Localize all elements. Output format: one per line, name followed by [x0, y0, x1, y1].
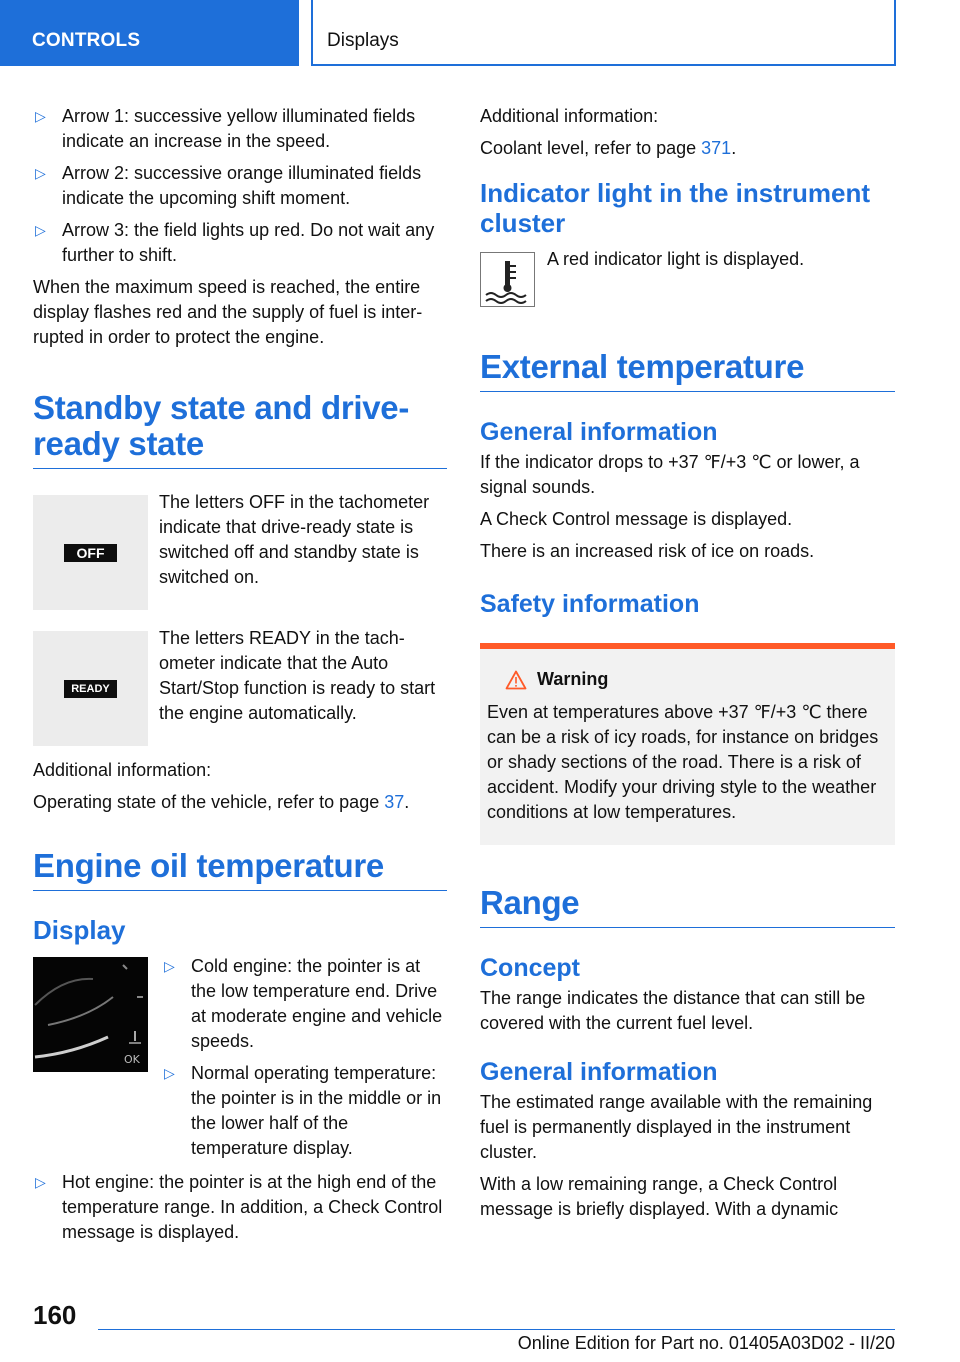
off-label-badge: OFF — [64, 544, 117, 562]
warning-text: Even at temperatures above +37 ℉/+3 ℃ there can be a risk of icy roads, for instance on bridges or shady sections of the road. There is a risk of accident. Modify your driving style to the weather conditions at low temperatures. — [487, 702, 879, 822]
header-chapter-tab — [311, 0, 896, 66]
off-figure-row — [33, 492, 447, 610]
arrow-2-item: ▷ Arrow 2: successive orange illuminated fields indicate the upcoming shift moment. — [35, 163, 422, 208]
page-371-link[interactable]: 371 — [701, 138, 732, 158]
page-number: 160 — [33, 1300, 77, 1330]
ready-tachometer-image — [33, 631, 148, 746]
concept-text: The range indicates the distance that can still be covered with the current fuel level. — [480, 988, 866, 1033]
ready-label-badge: READY — [64, 680, 117, 698]
cold-engine-item: ▷ Cold engine: the pointer is at the low temperature end. Drive at moderate engine and vehicle speeds. — [164, 956, 443, 1051]
indicator-light-heading: Indicator light in the instrument cluster — [480, 178, 870, 238]
triangle-bullet-icon: ▷ — [164, 958, 175, 974]
triangle-bullet-icon: ▷ — [35, 222, 46, 238]
warning-box — [480, 643, 895, 845]
gauge-bullets — [162, 954, 447, 1168]
external-general-heading: General information — [480, 418, 718, 446]
external-p2: A Check Control message is displayed. — [480, 509, 793, 529]
standby-heading: Standby state and drive-ready state — [33, 390, 447, 469]
range-general-heading: General information — [480, 1058, 718, 1086]
footer-edition: Online Edition for Part no. 01405A03D02 - II/20 — [517, 1333, 895, 1353]
left-column — [33, 104, 447, 1252]
triangle-bullet-icon: ▷ — [164, 1065, 175, 1081]
coolant-level-reference: Coolant level, refer to page 371. — [480, 138, 737, 158]
coolant-additional-label: Additional information: — [480, 106, 659, 126]
header-section-tab — [0, 0, 299, 66]
coolant-temperature-icon — [480, 252, 535, 307]
ready-description: The letters READY in the tachometer indicate that the Auto Start/Stop function is ready to start the engine automatically. — [159, 628, 436, 723]
ready-figure-row — [33, 628, 447, 746]
temperature-gauge-image — [33, 957, 148, 1072]
arrow-1-item: ▷ Arrow 1: successive yellow illuminated fields indicate an increase in the speed. — [35, 106, 416, 151]
right-column — [480, 104, 895, 1229]
hot-engine-item: ▷ Hot engine: the pointer is at the high end of the temperature range. In addition, a Check Control message is displayed. — [35, 1172, 443, 1242]
indicator-description: A red indicator light is displayed. — [547, 249, 805, 269]
range-heading: Range — [480, 885, 895, 928]
external-temperature-heading: External temperature — [480, 349, 895, 392]
external-p1: If the indicator drops to +37 ℉/+3 ℃ or lower, a signal sounds. — [480, 452, 860, 497]
gauge-ok-label: OK — [124, 1053, 140, 1066]
off-description: The letters OFF in the tachometer indicate that drive-ready state is switched off and standby state is switched on. — [159, 492, 430, 587]
arrow-3-item: ▷ Arrow 3: the field lights up red. Do not wait any further to shift. — [35, 220, 435, 265]
range-general-p1: The estimated range available with the remaining fuel is permanently displayed in the instrument cluster. — [480, 1092, 873, 1162]
page-37-link[interactable]: 37 — [384, 792, 405, 812]
gauge-figure-row — [33, 957, 447, 1168]
range-general-p2: With a low remaining range, a Check Control message is briefly displayed. With a dynamic — [480, 1174, 839, 1219]
triangle-bullet-icon: ▷ — [35, 108, 46, 124]
header-chapter-label: Displays — [327, 30, 399, 51]
max-speed-paragraph: When the maximum speed is reached, the entire display flashes red and the supply of fuel is interrupted in order to protect the engine. — [33, 277, 423, 347]
triangle-bullet-icon: ▷ — [35, 165, 46, 181]
indicator-figure-row — [480, 249, 895, 307]
safety-heading: Safety information — [480, 590, 700, 618]
display-heading: Display — [33, 915, 126, 945]
triangle-bullet-icon: ▷ — [35, 1174, 46, 1190]
normal-temperature-item: ▷ Normal operating temperature: the pointer is in the middle or in the lower half of the temperature display. — [164, 1063, 442, 1158]
standby-additional-label: Additional information: — [33, 760, 212, 780]
operating-state-reference: Operating state of the vehicle, refer to page 37. — [33, 792, 410, 812]
footer-divider — [98, 1329, 895, 1330]
engine-oil-heading: Engine oil temperature — [33, 848, 447, 891]
off-tachometer-image — [33, 495, 148, 610]
header-section-label: CONTROLS — [32, 30, 141, 51]
concept-heading: Concept — [480, 954, 580, 982]
external-p3: There is an increased risk of ice on roads. — [480, 541, 815, 561]
warning-triangle-icon — [505, 670, 527, 690]
warning-title: Warning — [505, 667, 888, 692]
